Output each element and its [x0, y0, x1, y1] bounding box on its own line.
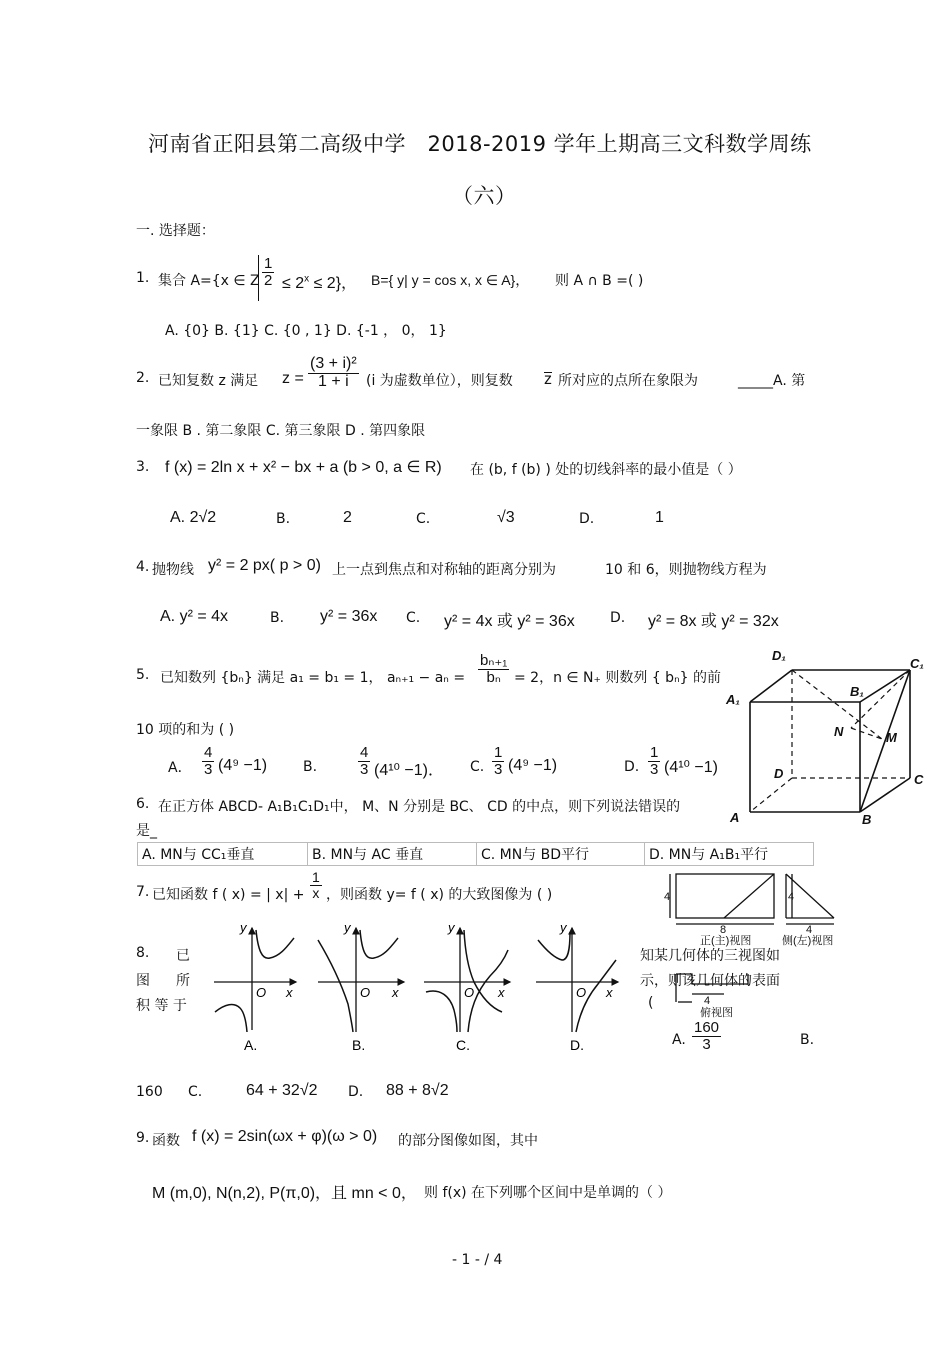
- frac-num: 1: [650, 744, 659, 761]
- q5-option-b: B.: [303, 759, 318, 775]
- q1-set-b: B={ y| y = cos x, x ∈ A}，: [371, 272, 530, 288]
- frac-den: 3: [360, 760, 369, 778]
- section-heading: 一. 选择题：: [136, 223, 215, 239]
- q9-tail: 的部分图像如图，其中: [398, 1133, 538, 1149]
- q4-option-c-value: y² = 4x 或 y² = 36x: [444, 613, 575, 630]
- q5-option-d-rest: (4¹⁰ −1): [664, 759, 718, 776]
- graph-d-label: D.: [570, 1037, 584, 1053]
- q9-number: 9.: [136, 1130, 150, 1146]
- q4-tail: 上一点到焦点和对称轴的距离分别为: [332, 562, 556, 578]
- graph-b: [318, 920, 404, 1053]
- q4-expr: y² = 2 px( p > 0): [208, 557, 321, 574]
- q3-number: 3.: [136, 459, 150, 475]
- q8-char1: 已: [176, 948, 190, 964]
- q5-frac-den: bₙ: [486, 668, 501, 686]
- q4-option-d: D.: [610, 610, 626, 626]
- q5-option-c-rest: (4⁹ −1): [508, 757, 558, 774]
- q6-option-b: B. MN与 AC 垂直: [307, 842, 476, 866]
- q5-option-b-frac: [358, 745, 370, 778]
- q5-option-a-frac: [202, 745, 214, 778]
- q8-right3: (: [648, 995, 654, 1011]
- q7-frac-num: 1: [312, 869, 320, 885]
- q5-line2: 10 项的和为 ( ): [136, 722, 235, 738]
- dim-side-width: 4: [806, 924, 813, 936]
- graph-c-label: C.: [456, 1037, 470, 1053]
- q5-number: 5.: [136, 667, 150, 683]
- q4-option-b: B.: [270, 610, 285, 626]
- q7-frac-den: x: [312, 884, 320, 901]
- graph-d-y-label: y: [560, 920, 567, 935]
- graph-c-x-label: x: [498, 985, 505, 1000]
- q2-options: 一象限 B . 第二象限 C. 第三象限 D . 第四象限: [136, 423, 426, 439]
- q3-expr: f (x) = 2ln x + x² − bx + a (b > 0, a ∈ R): [165, 459, 442, 476]
- graph-c: [424, 920, 510, 1053]
- graph-a-x-label: x: [286, 985, 293, 1000]
- q5-option-d: D.: [624, 759, 640, 775]
- graph-c-y-label: y: [448, 920, 455, 935]
- q6-line2: 是_: [136, 823, 157, 839]
- q3-option-d: D.: [579, 511, 595, 527]
- q1-fraction: [262, 256, 274, 289]
- q8-option-a-frac: [692, 1020, 721, 1053]
- q4-lead: 抛物线: [152, 562, 194, 578]
- q3-option-c-value: √3: [497, 509, 515, 526]
- cube-label-a1: A₁: [726, 692, 740, 707]
- q2-z-eq: z =: [282, 370, 304, 387]
- graph-a-y-label: y: [240, 920, 247, 935]
- q8-char2: 图: [136, 973, 150, 989]
- q7-lead: 已知函数 f ( x) = | x| +: [152, 887, 305, 903]
- q1-cond-pre: ≤ 2: [282, 275, 305, 292]
- q8-option-c-value: 64 + 32√2: [246, 1082, 318, 1099]
- q1-condition: [282, 270, 357, 293]
- q6-option-a: A. MN与 CC₁垂直: [137, 842, 307, 866]
- graph-b-x-label: x: [392, 985, 399, 1000]
- cube-label-d1: D₁: [772, 648, 786, 663]
- q6-number: 6.: [136, 796, 150, 812]
- q5-lead: 已知数列 {bₙ} 满足 a₁ = b₁ = 1， aₙ₊₁ − aₙ =: [160, 670, 466, 686]
- q7-fraction: [310, 870, 322, 900]
- q8-char4: 积 等 于: [136, 998, 187, 1014]
- q5-option-a: A．: [168, 760, 192, 776]
- cube-label-b1: B₁: [850, 684, 864, 699]
- q3-option-a: A. 2√2: [170, 509, 217, 526]
- q9-line2-tail: 则 f(x) 在下列哪个区间中是单调的（ ）: [424, 1185, 672, 1201]
- q8-char3: 所: [176, 973, 190, 989]
- q7-graph-options: [200, 920, 620, 1060]
- q3-option-b: B.: [276, 511, 291, 527]
- side-view-label: 侧(左)视图: [782, 935, 834, 947]
- q6-text: 在正方体 ABCD- A₁B₁C₁D₁中， M、N 分别是 BC、 CD 的中点，则下列说法错误的: [158, 799, 681, 815]
- q9-expr: f (x) = 2sin(ωx + φ)(ω > 0): [192, 1128, 378, 1145]
- graph-a-label: A.: [244, 1037, 258, 1053]
- q1-cond-post: ≤ 2}，: [313, 275, 358, 292]
- q7-tail: ，则函数 y= f ( x) 的大致图像为 ( ): [326, 887, 553, 903]
- q8-option-d-value: 88 + 8√2: [386, 1082, 449, 1099]
- q3-option-b-value: 2: [343, 509, 352, 526]
- q8-number: 8.: [136, 945, 150, 961]
- q4-option-d-value: y² = 8x 或 y² = 32x: [648, 613, 779, 630]
- q9-lead: 函数: [152, 1133, 180, 1149]
- q8-option-b: B.: [800, 1032, 815, 1048]
- graph-a: [214, 920, 296, 1053]
- q1-frac-den: 2: [264, 271, 273, 289]
- q2-number: 2.: [136, 370, 150, 386]
- q4-option-a: A. y² = 4x: [160, 608, 229, 625]
- page-title: 河南省正阳县第二高级中学 2018-2019 学年上期高三文科数学周练: [148, 132, 812, 156]
- frac-den: 3: [650, 760, 659, 778]
- cube-label-d: D: [774, 766, 784, 781]
- q8-right2: 示，则该几何体的表面: [640, 973, 780, 989]
- front-view-label: 正(主)视图: [700, 935, 752, 947]
- dim-top-width: 4: [704, 995, 711, 1007]
- q3-option-c: C.: [416, 511, 431, 527]
- q5-tail: = 2，n ∈ N₊ 则数列 { bₙ} 的前: [514, 670, 721, 686]
- q4-number: 4.: [136, 559, 150, 575]
- frac-den: 3: [494, 760, 503, 778]
- q5-fraction: [478, 653, 509, 686]
- q1-ask: 则 A ∩ B =( ): [555, 273, 644, 289]
- q8-option-a: A.: [672, 1032, 686, 1048]
- cube-label-m: M: [886, 730, 897, 745]
- q4-option-c: C.: [406, 610, 421, 626]
- q6-option-c: C. MN与 BD平行: [476, 842, 644, 866]
- graph-c-origin: O: [464, 985, 475, 1000]
- graph-d-origin: O: [576, 985, 587, 1000]
- q1-lead: 集合 A={x ∈ Z: [158, 273, 260, 289]
- q9-line2-expr: M (m,0), N(n,2), P(π,0)，且 mn < 0，: [152, 1185, 417, 1202]
- graph-d: [536, 920, 618, 1053]
- dim-side-height: 4: [788, 891, 795, 903]
- q1-cond-sup: x: [304, 273, 310, 285]
- q2-blank: _____A. 第: [738, 373, 806, 389]
- q5-frac-num: bₙ₊₁: [480, 652, 508, 669]
- cube-label-c1: C₁: [910, 656, 924, 671]
- q7-number: 7.: [136, 884, 150, 900]
- q8-right1: 知某几何体的三视图如: [640, 948, 780, 964]
- cube-label-a: A: [730, 810, 740, 825]
- q5-option-c-frac: [492, 745, 504, 778]
- q5-option-d-frac: [648, 745, 660, 778]
- graph-a-origin: O: [256, 985, 267, 1000]
- frac-den: 3: [702, 1035, 711, 1053]
- q4-nums: 10 和 6，则抛物线方程为: [605, 562, 767, 578]
- q1-frac-num: 1: [264, 255, 273, 272]
- graph-b-label: B.: [352, 1037, 366, 1053]
- q3-option-d-value: 1: [655, 509, 664, 526]
- graph-b-y-label: y: [344, 920, 351, 935]
- graph-d-x-label: x: [606, 985, 613, 1000]
- q1-set-divider: [258, 255, 259, 301]
- page-title-part: （六）: [452, 184, 517, 208]
- q2-fraction: [308, 356, 359, 391]
- q2-tail: (i 为虚数单位），则复数: [366, 373, 513, 389]
- q2-lead: 已知复数 z 满足: [158, 373, 259, 389]
- cube-label-b: B: [862, 812, 872, 827]
- q4-option-b-value: y² = 36x: [320, 608, 378, 625]
- q2-zbar: z: [544, 371, 552, 388]
- graph-b-origin: O: [360, 985, 371, 1000]
- q2-frac-den: 1 + i: [317, 372, 349, 390]
- frac-num: 160: [694, 1019, 720, 1036]
- q8-option-d: D.: [348, 1084, 364, 1100]
- q2-frac-num: (3 + i)²: [310, 355, 357, 372]
- dim-front-width: 8: [720, 924, 727, 936]
- q3-tail: 在 (b, f (b) ) 处的切线斜率的最小值是（ ）: [470, 462, 742, 478]
- q5-option-c: C.: [470, 759, 485, 775]
- q5-option-a-rest: (4⁹ −1): [218, 757, 268, 774]
- frac-den: 3: [204, 760, 213, 778]
- q6-option-d: D. MN与 A₁B₁平行: [644, 842, 814, 866]
- q8-option-c: C.: [188, 1084, 203, 1100]
- page-number: - 1 - / 4: [452, 1252, 503, 1268]
- q1-number: 1.: [136, 270, 150, 286]
- dim-front-height: 4: [664, 891, 671, 903]
- frac-num: 1: [494, 744, 503, 761]
- q5-option-b-rest: (4¹⁰ −1)．: [374, 762, 444, 779]
- cube-figure: [722, 640, 932, 835]
- cube-label-n: N: [834, 724, 844, 739]
- frac-num: 4: [360, 744, 369, 761]
- q8-option-b-value: 160: [136, 1084, 163, 1100]
- cube-label-c: C: [914, 772, 924, 787]
- q1-options: A. {0} B. {1} C. {0 , 1} D. {-1 ， 0， 1}: [165, 323, 447, 339]
- frac-num: 4: [204, 744, 213, 761]
- q2-tail2: 所对应的点所在象限为: [558, 373, 698, 389]
- top-view-label: 俯视图: [700, 1007, 733, 1019]
